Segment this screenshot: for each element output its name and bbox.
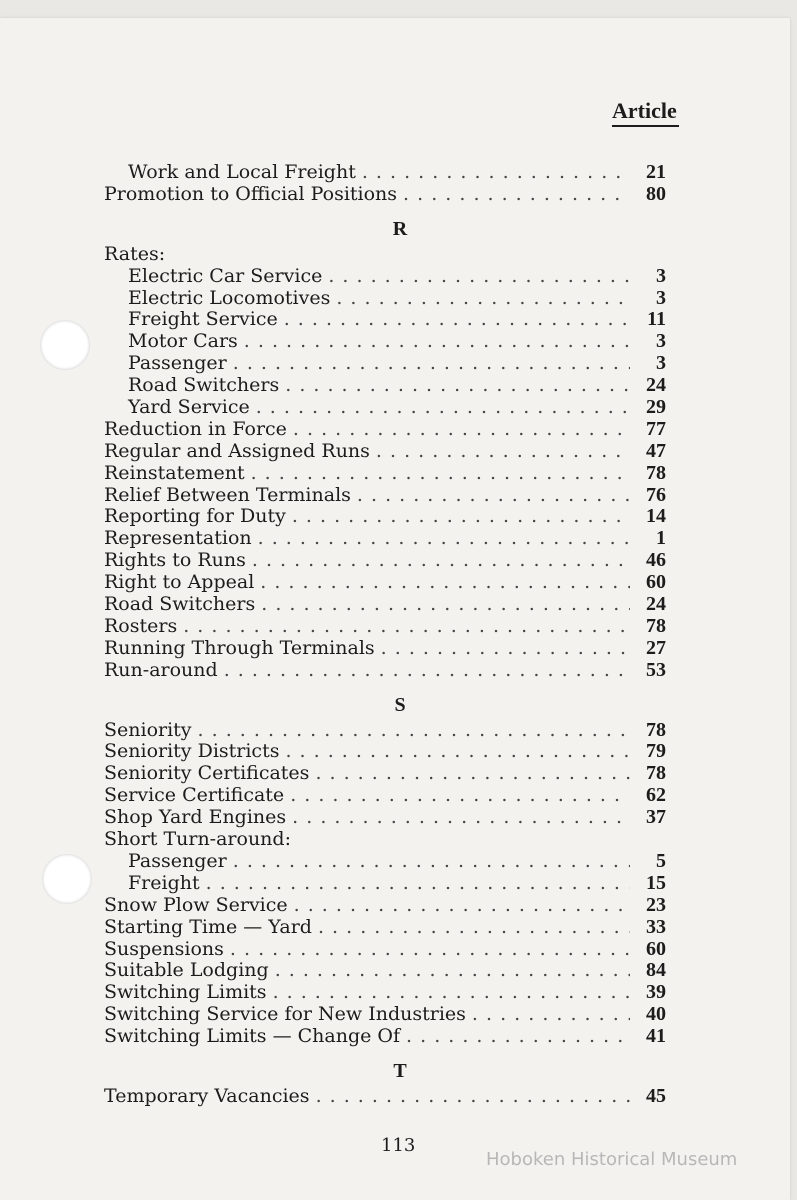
entry-article-number: 78 (646, 614, 666, 637)
entry-label: Passenger (128, 849, 227, 872)
entry-article-number: 29 (646, 396, 666, 419)
dot-leader (381, 638, 630, 660)
index-entry (104, 419, 666, 441)
index-entry (104, 506, 666, 528)
index-entry (104, 616, 666, 638)
entry-article-number: 53 (646, 658, 666, 681)
index-entry (104, 763, 666, 785)
dot-leader (316, 1086, 630, 1108)
entry-article-number: 3 (656, 352, 666, 375)
index-entry (104, 266, 666, 288)
entry-article-number: 76 (646, 483, 666, 506)
entry-label: Right to Appeal (104, 571, 255, 594)
entry-label: Reporting for Duty (104, 505, 286, 528)
index-entry (104, 353, 666, 375)
entry-label: Representation (104, 527, 252, 550)
binder-hole-top (40, 320, 90, 370)
entry-article-number: 11 (647, 308, 666, 331)
index-list (104, 162, 666, 1108)
entry-label: Yard Service (128, 396, 250, 419)
dot-leader (273, 982, 630, 1004)
entry-article-number: 39 (646, 981, 666, 1004)
index-entry (104, 375, 666, 397)
entry-label: Snow Plow Service (104, 893, 288, 916)
index-entry (104, 895, 666, 917)
entry-article-number: 23 (646, 893, 666, 916)
entry-label: Shop Yard Engines (104, 806, 287, 829)
entry-article-number: 62 (646, 784, 666, 807)
entry-article-number: 78 (646, 762, 666, 785)
entry-label: Seniority Certificates (104, 762, 310, 785)
entry-label: Starting Time — Yard (104, 915, 312, 938)
index-entry (104, 550, 666, 572)
dot-leader (284, 309, 630, 331)
index-entry (104, 528, 666, 550)
dot-leader (285, 741, 630, 763)
index-entry (104, 873, 666, 895)
entry-article-number: 5 (656, 849, 666, 872)
dot-leader (256, 397, 630, 419)
index-entry (104, 807, 666, 829)
entry-label: Rates: (104, 242, 166, 265)
entry-label: Short Turn-around: (104, 828, 291, 851)
index-entry (104, 741, 666, 763)
dot-leader (292, 807, 630, 829)
entry-article-number: 33 (646, 915, 666, 938)
index-entry (104, 1026, 666, 1048)
dot-leader (357, 485, 630, 507)
index-subheading (104, 244, 666, 266)
entry-label: Suspensions (104, 937, 224, 960)
entry-label: Switching Limits — Change Of (104, 1025, 401, 1048)
document-page (0, 18, 790, 1200)
index-entry (104, 288, 666, 310)
dot-leader (198, 720, 630, 742)
dot-leader (315, 763, 630, 785)
dot-leader (293, 419, 630, 441)
dot-leader (233, 353, 630, 375)
dot-leader (328, 266, 630, 288)
entry-label: Work and Local Freight (128, 161, 356, 183)
entry-article-number: 45 (646, 1084, 666, 1107)
index-entry (104, 463, 666, 485)
entry-label: Electric Car Service (128, 264, 323, 287)
index-entry (104, 939, 666, 961)
section-gap (104, 682, 666, 690)
index-subheading (104, 829, 666, 851)
section-gap (104, 1048, 666, 1056)
index-entry (104, 397, 666, 419)
index-entry (104, 1004, 666, 1026)
entry-label: Reinstatement (104, 461, 245, 484)
dot-leader (403, 184, 630, 206)
entry-article-number: 40 (646, 1003, 666, 1026)
entry-label: Seniority (104, 718, 192, 741)
page-number: 113 (381, 1135, 416, 1156)
index-entry (104, 594, 666, 616)
dot-leader (260, 572, 630, 594)
column-header-article: Article (612, 98, 679, 127)
index-entry (104, 572, 666, 594)
entry-article-number: 41 (646, 1025, 666, 1048)
section-letter: T (393, 1059, 407, 1082)
entry-article-number: 37 (646, 806, 666, 829)
entry-label: Run-around (104, 658, 218, 681)
index-entry (104, 331, 666, 353)
entry-article-number: 24 (646, 374, 666, 397)
entry-label: Switching Limits (104, 981, 267, 1004)
dot-leader (376, 441, 630, 463)
dot-leader (362, 162, 630, 184)
index-entry (104, 660, 666, 682)
watermark: Hoboken Historical Museum (486, 1149, 738, 1170)
entry-article-number: 21 (646, 161, 666, 183)
index-entry (104, 851, 666, 873)
index-entry (104, 485, 666, 507)
index-entry (104, 1086, 666, 1108)
entry-label: Promotion to Official Positions (104, 182, 398, 205)
index-entry (104, 960, 666, 982)
dot-leader (224, 660, 630, 682)
entry-label: Temporary Vacancies (104, 1084, 310, 1107)
entry-article-number: 47 (646, 439, 666, 462)
entry-label: Passenger (128, 352, 227, 375)
dot-leader (318, 917, 630, 939)
dot-leader (290, 785, 630, 807)
dot-leader (252, 550, 630, 572)
index-entry (104, 162, 666, 184)
entry-label: Running Through Terminals (104, 636, 375, 659)
entry-label: Road Switchers (128, 374, 280, 397)
dot-leader (244, 331, 630, 353)
entry-article-number: 3 (656, 330, 666, 353)
index-entry (104, 982, 666, 1004)
section-gap (104, 206, 666, 214)
entry-article-number: 3 (656, 264, 666, 287)
dot-leader (233, 851, 630, 873)
dot-leader (206, 873, 630, 895)
entry-label: Service Certificate (104, 784, 285, 807)
entry-article-number: 84 (646, 959, 666, 982)
entry-article-number: 60 (646, 937, 666, 960)
entry-label: Rights to Runs (104, 549, 246, 572)
dot-leader (275, 960, 630, 982)
index-entry (104, 184, 666, 206)
dot-leader (472, 1004, 630, 1026)
dot-leader (336, 288, 630, 310)
dot-leader (406, 1026, 630, 1048)
entry-label: Seniority Districts (104, 740, 280, 763)
index-entry (104, 785, 666, 807)
index-entry (104, 441, 666, 463)
section-letter: R (392, 217, 408, 240)
dot-leader (251, 463, 630, 485)
entry-label: Switching Service for New Industries (104, 1003, 466, 1026)
entry-article-number: 60 (646, 571, 666, 594)
dot-leader (258, 528, 630, 550)
entry-label: Relief Between Terminals (104, 483, 351, 506)
entry-label: Motor Cars (128, 330, 238, 353)
entry-article-number: 46 (646, 549, 666, 572)
index-entry (104, 917, 666, 939)
entry-article-number: 1 (656, 527, 666, 550)
entry-article-number: 77 (646, 417, 666, 440)
entry-article-number: 3 (656, 286, 666, 309)
entry-label: Reduction in Force (104, 417, 287, 440)
entry-label: Freight (128, 871, 200, 894)
binder-hole-bottom (42, 854, 92, 904)
entry-label: Freight Service (128, 308, 278, 331)
section-letter: S (394, 693, 406, 716)
entry-label: Rosters (104, 614, 178, 637)
dot-leader (285, 375, 630, 397)
entry-article-number: 78 (646, 718, 666, 741)
entry-label: Road Switchers (104, 593, 256, 616)
dot-leader (294, 895, 630, 917)
entry-label: Regular and Assigned Runs (104, 439, 370, 462)
entry-article-number: 80 (646, 182, 666, 205)
dot-leader (261, 594, 630, 616)
index-entry (104, 309, 666, 331)
entry-article-number: 14 (646, 505, 666, 528)
index-entry (104, 720, 666, 742)
dot-leader (230, 939, 630, 961)
dot-leader (183, 616, 630, 638)
entry-article-number: 24 (646, 593, 666, 616)
index-entry (104, 638, 666, 660)
entry-article-number: 15 (646, 871, 666, 894)
entry-article-number: 78 (646, 461, 666, 484)
entry-article-number: 79 (646, 740, 666, 763)
entry-label: Suitable Lodging (104, 959, 269, 982)
entry-label: Electric Locomotives (128, 286, 331, 309)
entry-article-number: 27 (646, 636, 666, 659)
dot-leader (292, 506, 630, 528)
